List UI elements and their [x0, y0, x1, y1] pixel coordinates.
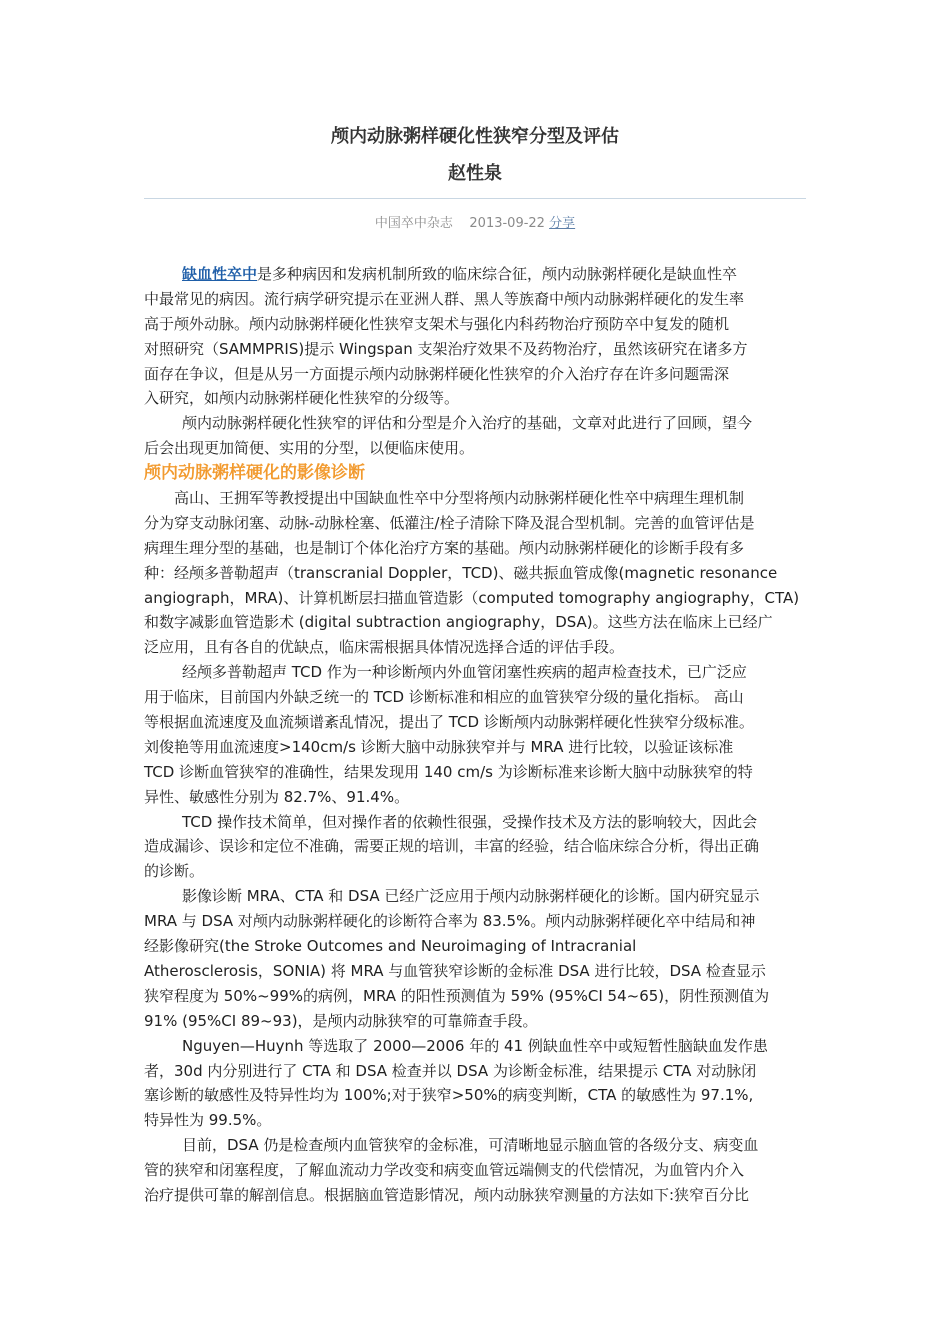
- paragraph-line: Nguyen—Huynh 等选取了 2000—2006 年的 41 例缺血性卒中或短暂性脑缺血发作患: [182, 1036, 768, 1055]
- paragraph-line: 中最常见的病因。流行病学研究提示在亚洲人群、黑人等族裔中颅内动脉粥样硬化的发生率: [144, 289, 745, 308]
- paragraph-line: 塞诊断的敏感性及特异性均为 100%;对于狭窄>50%的病变判断，CTA 的敏感性为 97.1%,: [144, 1086, 754, 1105]
- paragraph-line: 泛应用，且有各自的优缺点，临床需根据具体情况选择合适的评估手段。: [144, 638, 625, 657]
- paragraph-line: 91% (95%CI 89~93)，是颅内动脉狭窄的可靠筛查手段。: [144, 1011, 538, 1030]
- paragraph-line: 目前，DSA 仍是检查颅内血管狭窄的金标准，可清晰地显示脑血管的各级分支、病变血: [182, 1136, 759, 1155]
- paragraph-line: 经影像研究(the Stroke Outcomes and Neuroimaging of Intracranial: [144, 937, 637, 956]
- paragraph-line: 的诊断。: [144, 862, 205, 881]
- article-body: [144, 262, 812, 1208]
- article-date: 2013-09-22: [469, 216, 545, 231]
- article-meta: [0, 214, 950, 234]
- article-source: 中国卒中杂志: [374, 216, 453, 231]
- paragraph-cta: [144, 1034, 812, 1134]
- paragraph-line: 对照研究（SAMMPRIS)提示 Wingspan 支架治疗效果不及药物治疗，虽然该研究在诸多方: [144, 339, 748, 358]
- paragraph-line: 治疗提供可靠的解剖信息。根据脑血管造影情况，颅内动脉狭窄测量的方法如下:狭窄百分比: [144, 1185, 750, 1204]
- paragraph-imaging: [144, 884, 812, 1033]
- paragraph-line: 颅内动脉粥样硬化性狭窄的评估和分型是介入治疗的基础，文章对此进行了回顾，望今: [182, 414, 753, 433]
- paragraph-line: 特异性为 99.5%。: [144, 1111, 272, 1130]
- paragraph-line: 种：经颅多普勒超声（transcranial Doppler，TCD)、磁共振血管成像(magnetic resonance: [144, 563, 778, 582]
- paragraph-line: 刘俊艳等用血流速度>140cm/s 诊断大脑中动脉狭窄并与 MRA 进行比较，以验证该标准: [144, 737, 734, 756]
- paragraph-line: 异性、敏感性分别为 82.7%、91.4%。: [144, 787, 410, 806]
- paragraph-purpose: [144, 411, 812, 461]
- paragraph-intro: [144, 262, 812, 411]
- paragraph-line: 病理生理分型的基础，也是制订个体化治疗方案的基础。颅内动脉粥样硬化的诊断手段有多: [144, 538, 745, 557]
- paragraph-tcd: [144, 660, 812, 809]
- title-divider: [144, 198, 806, 199]
- paragraph-line: angiograph，MRA)、计算机断层扫描血管造影（computed tomography angiography，CTA): [144, 588, 800, 607]
- paragraph-line: 者，30d 内分别进行了 CTA 和 DSA 检查并以 DSA 为诊断金标准，结果提示 CTA 对动脉闭: [144, 1061, 757, 1080]
- paragraph-dsa: [144, 1133, 812, 1208]
- paragraph-line: 经颅多普勒超声 TCD 作为一种诊断颅内外血管闭塞性疾病的超声检查技术，已广泛应: [182, 663, 747, 682]
- paragraph-line: 面存在争议，但是从另一方面提示颅内动脉粥样硬化性狭窄的介入治疗存在许多问题需深: [144, 364, 730, 383]
- paragraph-line: 分为穿支动脉闭塞、动脉-动脉栓塞、低灌注/栓子清除下降及混合型机制。完善的血管评估是: [144, 513, 755, 532]
- share-link[interactable]: 分享: [549, 216, 576, 231]
- section-heading: 颅内动脉粥样硬化的影像诊断: [144, 463, 365, 484]
- paragraph-line: 入研究，如颅内动脉粥样硬化性狭窄的分级等。: [144, 389, 460, 408]
- article-author: 赵性泉: [448, 163, 502, 184]
- paragraph-tcd-limits: [144, 810, 812, 885]
- paragraph-line: TCD 操作技术简单，但对操作者的依赖性很强，受操作技术及方法的影响较大，因此会: [182, 812, 758, 831]
- paragraph-line: MRA 与 DSA 对颅内动脉粥样硬化的诊断符合率为 83.5%。颅内动脉粥样硬化卒中结局和神: [144, 912, 756, 931]
- paragraph-line: 后会出现更加简便、实用的分型，以便临床使用。: [144, 439, 475, 458]
- article-title: 颅内动脉粥样硬化性狭窄分型及评估: [331, 126, 619, 147]
- paragraph-line: 管的狭窄和闭塞程度，了解血流动力学改变和病变血管远端侧支的代偿情况，为血管内介入: [144, 1161, 745, 1180]
- paragraph-line: 造成漏诊、误诊和定位不准确，需要正规的培训，丰富的经验，结合临床综合分析，得出正确: [144, 837, 760, 856]
- paragraph-line: 影像诊断 MRA、CTA 和 DSA 已经广泛应用于颅内动脉粥样硬化的诊断。国内研究显示: [182, 887, 760, 906]
- paragraph-line: 狭窄程度为 50%~99%的病例，MRA 的阳性预测值为 59% (95%CI 54~65)，阴性预测值为: [144, 986, 770, 1005]
- paragraph-methods: [144, 486, 812, 660]
- paragraph-line: 用于临床，目前国内外缺乏统一的 TCD 诊断标准和相应的血管狭窄分级的量化指标。 高山: [144, 688, 744, 707]
- paragraph-line: 缺血性卒中是多种病因和发病机制所致的临床综合征，颅内动脉粥样硬化是缺血性卒: [182, 265, 738, 283]
- paragraph-line: 等根据血流速度及血流频谱紊乱情况，提出了 TCD 诊断颅内动脉粥样硬化性狭窄分级标准。: [144, 713, 754, 732]
- paragraph-line: Atherosclerosis，SONIA) 将 MRA 与血管狭窄诊断的金标准 DSA 进行比较，DSA 检查显示: [144, 961, 766, 980]
- paragraph-line: TCD 诊断血管狭窄的准确性，结果发现用 140 cm/s 为诊断标准来诊断大脑中动脉狭窄的特: [144, 762, 753, 781]
- paragraph-line: 高于颅外动脉。颅内动脉粥样硬化性狭窄支架术与强化内科药物治疗预防卒中复发的随机: [144, 314, 730, 333]
- keyword-link[interactable]: 缺血性卒中: [182, 265, 258, 283]
- paragraph-line: 高山、王拥军等教授提出中国缺血性卒中分型将颅内动脉粥样硬化性卒中病理生理机制: [174, 489, 745, 508]
- paragraph-line: 和数字减影血管造影术 (digital subtraction angiography，DSA)。这些方法在临床上已经广: [144, 613, 773, 632]
